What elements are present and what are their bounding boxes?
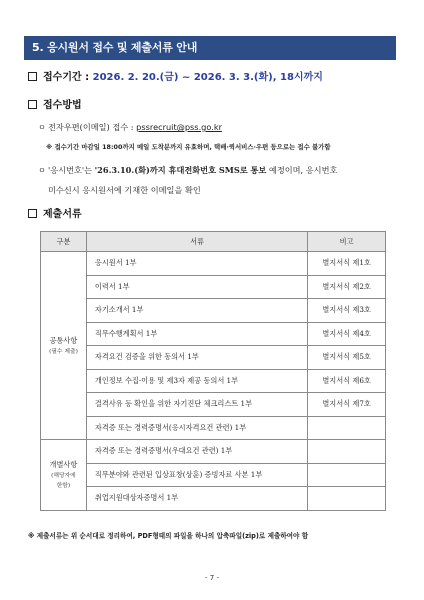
remark-cell bbox=[308, 487, 386, 511]
table-row bbox=[41, 463, 386, 487]
remark-cell bbox=[308, 463, 386, 487]
reception-method-label: 접수방법 bbox=[43, 100, 82, 111]
table-row bbox=[41, 393, 386, 417]
document-cell: 응시원서 1부 bbox=[86, 252, 307, 276]
table-row bbox=[41, 346, 386, 370]
remark-cell: 별지서식 제3호 bbox=[308, 299, 386, 323]
table-row bbox=[41, 275, 386, 299]
common-group-label: 공통사항 bbox=[49, 335, 78, 345]
individual-group-sub2: 한함) bbox=[56, 482, 71, 489]
table-row bbox=[41, 369, 386, 393]
table-row bbox=[41, 416, 386, 440]
individual-group-cell bbox=[41, 440, 87, 511]
remark-cell: 별지서식 제5호 bbox=[308, 346, 386, 370]
remark-cell bbox=[308, 416, 386, 440]
bullet-icon: ㅇ bbox=[38, 165, 46, 175]
document-cell: 자격요건 검증을 위한 동의서 1부 bbox=[86, 346, 307, 370]
document-cell: 개인정보 수집·이용 및 제3자 제공 동의서 1부 bbox=[86, 369, 307, 393]
reception-deadline-note: ※ 접수기간 마감일 18:00까지 메일 도착분까지 유효하며, 택배·퀵서비스·우편 등으로는 접수 불가함 bbox=[46, 143, 331, 151]
table-row bbox=[41, 487, 386, 511]
table-row bbox=[41, 252, 386, 276]
remark-cell: 별지서식 제7호 bbox=[308, 393, 386, 417]
documents-table bbox=[40, 231, 386, 511]
email-address-link[interactable]: pssrecruit@pss.go.kr bbox=[136, 122, 222, 132]
individual-group-label: 개별사항 bbox=[49, 459, 78, 469]
table-row bbox=[41, 322, 386, 346]
remark-cell: 별지서식 제1호 bbox=[308, 252, 386, 276]
remark-cell: 별지서식 제4호 bbox=[308, 322, 386, 346]
sms-notice-part-c: 예정이며, 응시번호 bbox=[268, 165, 338, 175]
documents-heading bbox=[28, 208, 82, 222]
remark-cell bbox=[308, 440, 386, 464]
document-cell: 이력서 1부 bbox=[86, 275, 307, 299]
table-row bbox=[41, 299, 386, 323]
reception-period-value: 2026. 2. 20.(금) ~ 2026. 3. 3.(화), 18시까지 bbox=[92, 72, 323, 83]
checkbox-square-icon bbox=[28, 72, 37, 81]
page-number: - 7 - bbox=[205, 574, 219, 582]
document-cell: 취업지원대상자증명서 1부 bbox=[86, 487, 307, 511]
document-cell: 직무분야와 관련된 입상표창(상훈) 증빙자료 사본 1부 bbox=[86, 463, 307, 487]
document-cell: 직무수행계획서 1부 bbox=[86, 322, 307, 346]
individual-group-sub1: (해당자에 bbox=[51, 472, 76, 479]
reception-method-heading bbox=[28, 99, 82, 113]
section-title-banner: 5. 응시원서 접수 및 제출서류 안내 bbox=[24, 36, 396, 60]
checkbox-square-icon bbox=[28, 209, 37, 218]
remark-cell: 별지서식 제6호 bbox=[308, 369, 386, 393]
email-prefix: 전자우편(이메일) 접수 : bbox=[48, 122, 134, 132]
table-header-row bbox=[41, 232, 386, 252]
document-cell: 자기소개서 1부 bbox=[86, 299, 307, 323]
table-row bbox=[41, 440, 386, 464]
email-reception-line bbox=[38, 121, 222, 133]
reception-period-label: 접수기간 : bbox=[43, 72, 90, 83]
common-group-sub: (필수 제출) bbox=[49, 348, 78, 355]
sms-notice-line2: 미수신시 응시원서에 기재한 이메일을 확인 bbox=[48, 185, 201, 195]
sms-notice-part-b: '26.3.10.(화)까지 휴대전화번호 SMS로 통보 bbox=[94, 165, 267, 175]
header-remarks: 비고 bbox=[308, 232, 386, 252]
header-category: 구분 bbox=[41, 232, 87, 252]
document-cell: 자격증 또는 경력증명서(응시자격요건 관련) 1부 bbox=[86, 416, 307, 440]
document-cell: 자격증 또는 경력증명서(우대요건 관련) 1부 bbox=[86, 440, 307, 464]
common-group-cell bbox=[41, 252, 87, 440]
document-cell: 결격사유 등 확인을 위한 자기진단 체크리스트 1부 bbox=[86, 393, 307, 417]
header-document: 서류 bbox=[86, 232, 307, 252]
sms-notice-line1 bbox=[38, 164, 337, 176]
documents-label: 제출서류 bbox=[43, 209, 82, 220]
reception-period-heading bbox=[28, 71, 323, 85]
checkbox-square-icon bbox=[28, 100, 37, 109]
remark-cell: 별지서식 제2호 bbox=[308, 275, 386, 299]
submission-footnote: ※ 제출서류는 위 순서대로 정리하여, PDF형태의 파일을 하나의 압축파일(zip)로 제출하여야 함 bbox=[28, 532, 309, 540]
bullet-icon: ㅇ bbox=[38, 122, 46, 132]
sms-notice-part-a: '응시번호'는 bbox=[48, 165, 93, 175]
